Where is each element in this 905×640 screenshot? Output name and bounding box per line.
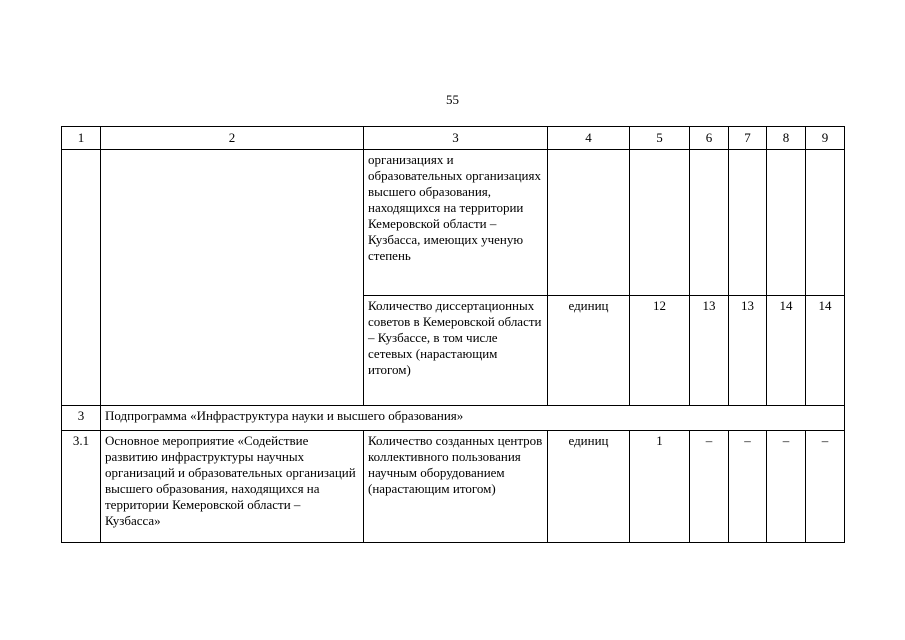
header-cell: 6: [690, 127, 729, 150]
value-cell: –: [729, 431, 767, 543]
number-cell: [62, 150, 101, 406]
subprogram-number: 3: [62, 406, 101, 431]
indicators-table: [61, 126, 845, 543]
subprogram-title: Подпрограмма «Инфраструктура науки и высшего образования»: [101, 406, 845, 431]
value-cell: 1: [630, 431, 690, 543]
header-cell: 8: [767, 127, 806, 150]
unit-cell: единиц: [548, 296, 630, 406]
unit-cell: единиц: [548, 431, 630, 543]
header-cell: 1: [62, 127, 101, 150]
header-cell: 5: [630, 127, 690, 150]
value-cell: 13: [690, 296, 729, 406]
value-cell: 14: [767, 296, 806, 406]
value-cell: –: [690, 431, 729, 543]
indicator-cell: Количество созданных центров коллективного пользования научным оборудованием (нарастающим итогом): [364, 431, 548, 543]
measure-number: 3.1: [62, 431, 101, 543]
subprogram-row: [62, 406, 845, 431]
value-cell: –: [767, 431, 806, 543]
value-cell: [806, 150, 845, 296]
value-cell: [767, 150, 806, 296]
value-cell: [690, 150, 729, 296]
header-cell: 2: [101, 127, 364, 150]
indicator-cell: Количество диссертационных советов в Кемеровской области – Кузбассе, в том числе сетевых (нарастающим итогом): [364, 296, 548, 406]
header-cell: 7: [729, 127, 767, 150]
table-row: [62, 150, 845, 296]
measure-name-cell: [101, 150, 364, 406]
header-cell: 9: [806, 127, 845, 150]
value-cell: –: [806, 431, 845, 543]
measure-name-cell: Основное мероприятие «Содействие развитию инфраструктуры научных организаций и образовательных организаций высшего образования, находящихся на территории Кемеровской области – Кузбасса»: [101, 431, 364, 543]
page-number: 55: [446, 92, 459, 107]
table-row: [62, 431, 845, 543]
value-cell: 12: [630, 296, 690, 406]
header-row: [62, 127, 845, 150]
value-cell: [630, 150, 690, 296]
header-cell: 4: [548, 127, 630, 150]
value-cell: 13: [729, 296, 767, 406]
header-cell: 3: [364, 127, 548, 150]
value-cell: [729, 150, 767, 296]
unit-cell: [548, 150, 630, 296]
indicator-cell: организациях и образовательных организациях высшего образования, находящихся на территории Кемеровской области – Кузбасса, имеющих ученую степень: [364, 150, 548, 296]
value-cell: 14: [806, 296, 845, 406]
